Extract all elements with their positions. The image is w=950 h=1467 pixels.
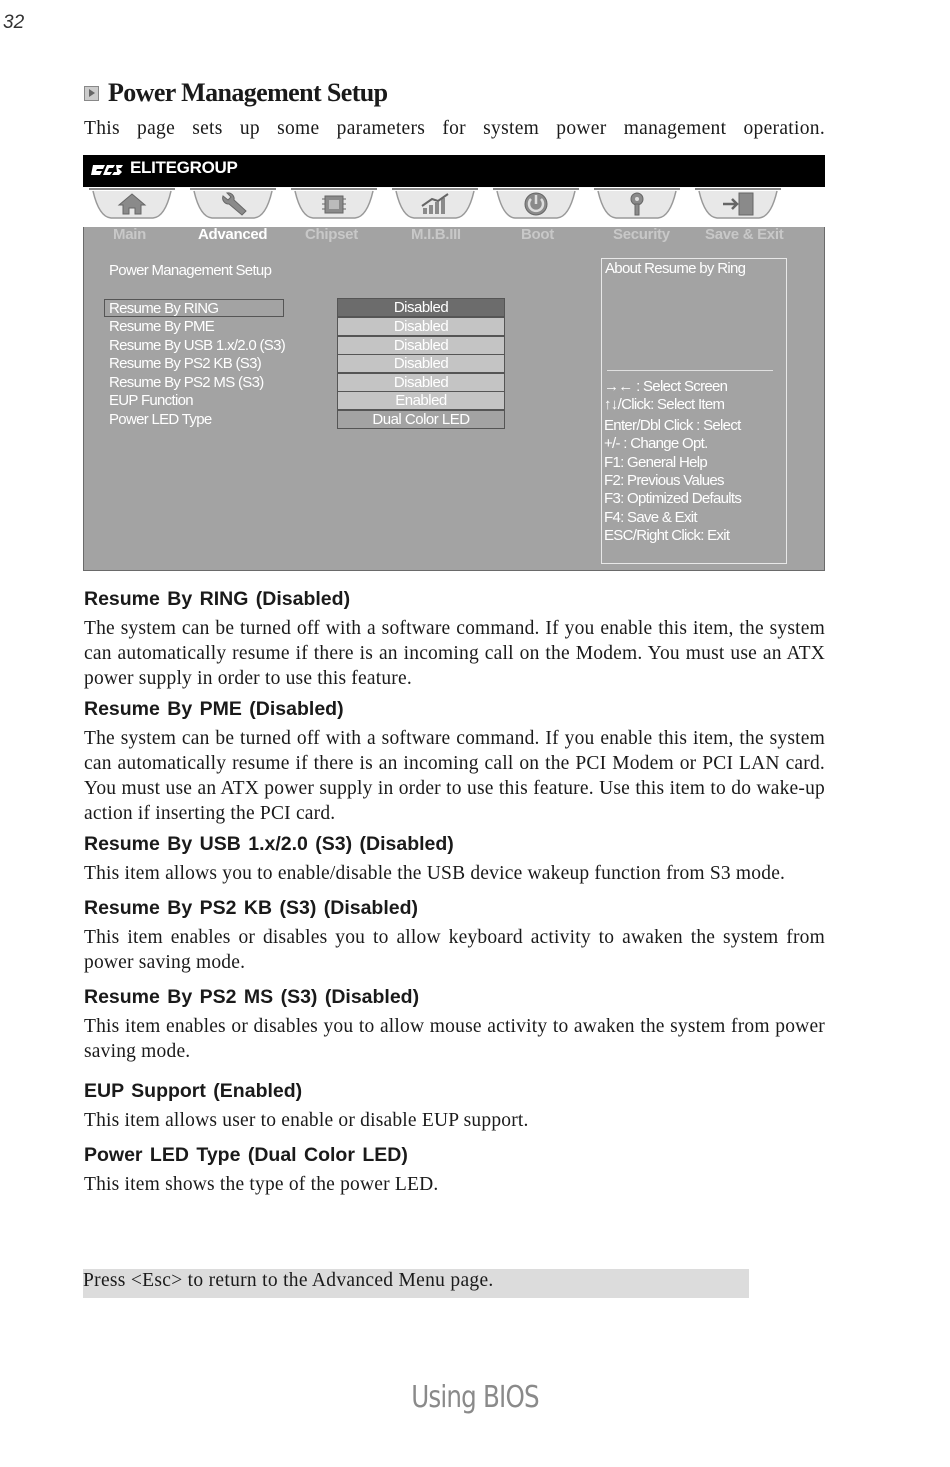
section-title: Power LED Type (Dual Color LED) (84, 1144, 408, 1166)
help-title: About Resume by Ring (605, 260, 746, 277)
section-body: The system can be turned off with a software command. If you enable this item, the system can automatically resume if there is an incoming call on the Modem. You must use an ATX power supply in order to use this feature. (84, 618, 825, 689)
tab-mib[interactable]: M.I.B.III (411, 226, 461, 243)
help-key-select-item: ↑↓/Click: Select Item (604, 396, 725, 413)
bios-header-bar (83, 155, 825, 187)
ecs-logo-icon (91, 161, 123, 179)
menu-item-power-led-type[interactable]: Power LED Type (109, 411, 212, 428)
section-power-led-type (84, 1142, 825, 1197)
value-eup-function[interactable]: Enabled (337, 391, 505, 410)
key-icon[interactable] (594, 187, 680, 225)
wrench-icon[interactable] (190, 187, 276, 225)
help-key-general-help: F1: General Help (604, 454, 708, 471)
chart-icon[interactable] (392, 187, 478, 225)
help-key-change-opt: +/- : Change Opt. (604, 435, 708, 452)
section-body: The system can be turned off with a software command. If you enable this item, the system can automatically resume if there is an incoming call on the PCI Modem or PCI LAN card. You must use an ATX power supply in order to use this feature. Use this item to do wake-up action if inserting the PCI card. (84, 728, 825, 824)
menu-item-resume-by-ps2-kb[interactable]: Resume By PS2 KB (S3) (109, 355, 262, 372)
menu-item-resume-by-ps2-ms[interactable]: Resume By PS2 MS (S3) (109, 374, 264, 391)
help-key-optimized-defaults: F3: Optimized Defaults (604, 490, 742, 507)
brand-name: ELITEGROUP (130, 158, 238, 177)
tab-boot[interactable]: Boot (521, 226, 554, 243)
help-key-exit: ESC/Right Click: Exit (604, 527, 730, 544)
value-power-led-type[interactable]: Dual Color LED (337, 410, 505, 429)
value-resume-by-ps2-kb[interactable]: Disabled (337, 354, 505, 373)
description-sections (84, 586, 825, 1197)
exit-icon[interactable] (695, 187, 781, 225)
section-body: This item shows the type of the power LED. (84, 1174, 439, 1195)
press-esc-note: Press <Esc> to return to the Advanced Menu page. (83, 1269, 749, 1298)
section-resume-by-ps2-ms (84, 984, 825, 1064)
home-icon[interactable] (89, 187, 175, 225)
section-title: Resume By PS2 KB (S3) (Disabled) (84, 897, 419, 919)
help-key-select-screen: →← : Select Screen (604, 378, 728, 395)
menu-item-resume-by-ring[interactable]: Resume By RING (109, 300, 219, 317)
value-resume-by-ps2-ms[interactable]: Disabled (337, 373, 505, 392)
bios-tab-strip (83, 187, 825, 227)
footer-title: Using BIOS (411, 1380, 539, 1415)
section-title: Resume By PME (Disabled) (84, 698, 344, 720)
tab-advanced[interactable]: Advanced (198, 226, 268, 243)
section-title: Resume By RING (Disabled) (84, 588, 351, 610)
value-resume-by-ring[interactable]: Disabled (337, 298, 505, 317)
section-body: This item enables or disables you to allow mouse activity to awaken the system from power saving mode. (84, 1016, 825, 1062)
page-title: Power Management Setup (108, 78, 388, 107)
section-body: This item allows user to enable or disable EUP support. (84, 1110, 529, 1131)
section-eup-support (84, 1078, 825, 1133)
tab-chipset[interactable]: Chipset (305, 226, 358, 243)
menu-item-resume-by-usb[interactable]: Resume By USB 1.x/2.0 (S3) (109, 337, 286, 354)
bullet-arrow-icon (84, 86, 99, 101)
section-resume-by-usb (84, 831, 825, 886)
help-divider (607, 370, 773, 371)
tab-main[interactable]: Main (113, 226, 146, 243)
value-resume-by-pme[interactable]: Disabled (337, 317, 505, 336)
help-key-save-exit: F4: Save & Exit (604, 509, 697, 526)
power-icon[interactable] (493, 187, 579, 225)
help-key-previous-values: F2: Previous Values (604, 472, 724, 489)
value-resume-by-usb[interactable]: Disabled (337, 336, 505, 355)
help-key-select: Enter/Dbl Click : Select (604, 417, 741, 434)
section-body: This item enables or disables you to allow keyboard activity to awaken the system from power saving mode. (84, 927, 825, 973)
chip-icon[interactable] (291, 187, 377, 225)
heading (84, 78, 388, 108)
section-title: Resume By PS2 MS (S3) (Disabled) (84, 986, 420, 1008)
section-resume-by-ring (84, 586, 825, 691)
section-resume-by-ps2-kb (84, 895, 825, 975)
tab-security[interactable]: Security (613, 226, 670, 243)
menu-item-eup-function[interactable]: EUP Function (109, 392, 193, 409)
section-title: Resume By USB 1.x/2.0 (S3) (Disabled) (84, 833, 454, 855)
section-body: This item allows you to enable/disable the USB device wakeup function from S3 mode. (84, 863, 786, 884)
page-number: 32 (3, 12, 25, 33)
tab-save-exit[interactable]: Save & Exit (705, 226, 784, 243)
section-title: EUP Support (Enabled) (84, 1080, 303, 1102)
intro-text: This page sets up some parameters for system power management operation. (84, 118, 825, 139)
bios-screenshot (83, 155, 825, 572)
menu-item-resume-by-pme[interactable]: Resume By PME (109, 318, 215, 335)
bios-panel-title: Power Management Setup (109, 262, 272, 279)
section-resume-by-pme (84, 696, 825, 826)
